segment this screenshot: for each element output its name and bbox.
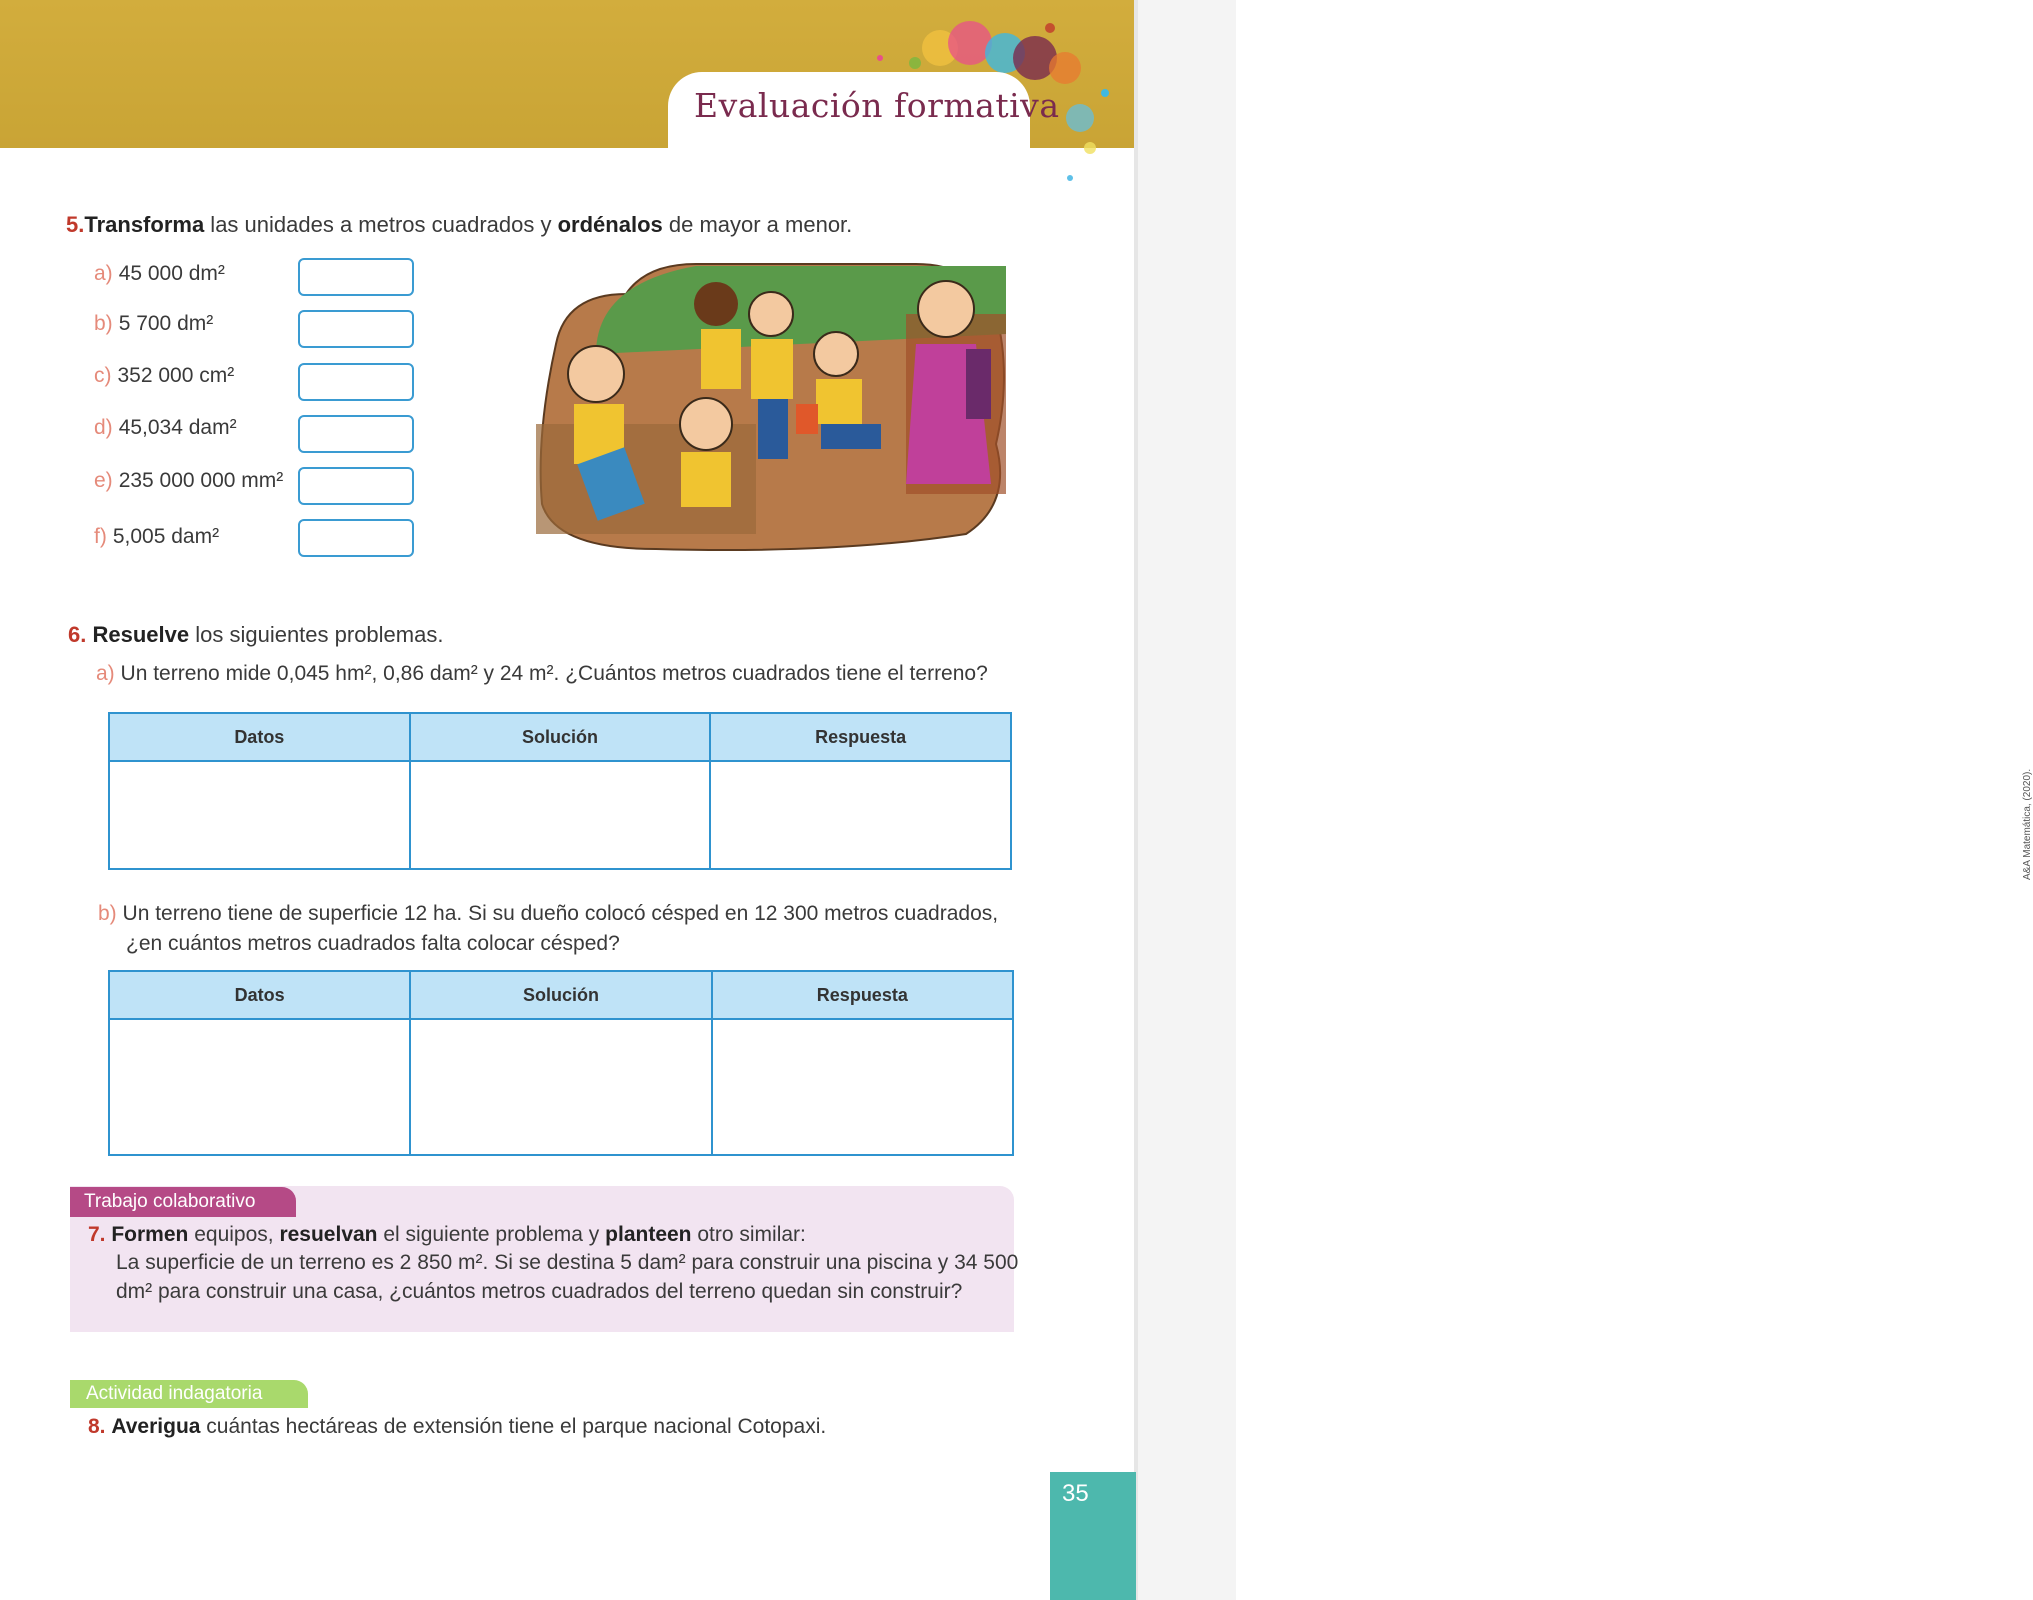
- instruction-text: de mayor a menor.: [662, 212, 853, 237]
- answer-table-a: [108, 712, 1012, 870]
- answer-box[interactable]: [298, 415, 414, 453]
- problem-b: [98, 902, 998, 926]
- problem-letter: a): [96, 662, 115, 685]
- answer-cell-respuesta[interactable]: [712, 1019, 1013, 1155]
- answer-cell-solucion[interactable]: [410, 761, 711, 869]
- instruction-text: las unidades a metros cuadrados y: [204, 212, 558, 237]
- page-title: Evaluación formativa: [694, 86, 1060, 125]
- option-letter: b): [94, 312, 113, 335]
- option-item: [94, 364, 234, 388]
- option-letter: f): [94, 525, 107, 548]
- collaborative-work-tag: Trabajo colaborativo: [70, 1187, 296, 1217]
- option-value: 352 000 cm²: [117, 364, 235, 387]
- answer-box[interactable]: [298, 467, 414, 505]
- answer-cell-respuesta[interactable]: [710, 761, 1011, 869]
- option-letter: c): [94, 364, 112, 387]
- option-item: [94, 525, 219, 549]
- instruction-verb: Averigua: [111, 1415, 201, 1438]
- instruction-text: otro similar:: [691, 1223, 806, 1246]
- image-credit: [1022, 500, 2033, 880]
- credit-text: A&A Matemática, (2020).: [2022, 768, 2033, 880]
- table-header-datos: Datos: [109, 971, 410, 1019]
- instruction-verb: Transforma: [84, 212, 205, 237]
- question-number: 7.: [88, 1223, 106, 1246]
- instruction-verb: Formen: [111, 1223, 189, 1246]
- option-item: [94, 469, 283, 493]
- question-5: [66, 212, 852, 238]
- option-value: 5 700 dm²: [118, 312, 214, 335]
- instruction-verb: Resuelve: [92, 622, 190, 647]
- option-value: 45,034 dam²: [118, 416, 237, 439]
- question-7-line2: La superficie de un terreno es 2 850 m². Si se destina 5 dam² para construir una piscina y 34 500: [116, 1251, 1019, 1274]
- problem-b-line2: ¿en cuántos metros cuadrados falta colocar césped?: [126, 932, 620, 955]
- problem-letter: b): [98, 902, 117, 925]
- instruction-verb: planteen: [605, 1223, 692, 1246]
- option-value: 235 000 000 mm²: [118, 469, 284, 492]
- instruction-text: los siguientes problemas.: [189, 622, 444, 647]
- instruction-text: equipos,: [188, 1223, 280, 1246]
- problem-text: Un terreno mide 0,045 hm², 0,86 dam² y 24 m². ¿Cuántos metros cuadrados tiene el terreno?: [114, 662, 988, 685]
- option-item: [94, 312, 213, 336]
- question-6: [68, 622, 443, 648]
- answer-table-b: [108, 970, 1014, 1156]
- answer-cell-datos[interactable]: [109, 761, 410, 869]
- instruction-verb: resuelvan: [279, 1223, 378, 1246]
- page-margin: [1138, 0, 1236, 1600]
- question-7: [88, 1220, 806, 1250]
- question-number: 8.: [88, 1415, 106, 1438]
- problem-text: Un terreno tiene de superficie 12 ha. Si su dueño colocó césped en 12 300 metros cuadrados,: [116, 902, 999, 925]
- answer-box[interactable]: [298, 363, 414, 401]
- inquiry-activity-tag: Actividad indagatoria: [70, 1380, 308, 1408]
- option-letter: d): [94, 416, 113, 439]
- problem-a: [96, 662, 988, 686]
- table-header-respuesta: Respuesta: [710, 713, 1011, 761]
- option-letter: e): [94, 469, 113, 492]
- table-header-solucion: Solución: [410, 971, 711, 1019]
- table-header-respuesta: Respuesta: [712, 971, 1013, 1019]
- question-8: [88, 1412, 826, 1442]
- answer-box[interactable]: [298, 258, 414, 296]
- instruction-text: cuántas hectáreas de extensión tiene el parque nacional Cotopaxi.: [200, 1415, 827, 1438]
- table-header-solucion: Solución: [410, 713, 711, 761]
- classroom-illustration: [536, 254, 1012, 554]
- table-header-datos: Datos: [109, 713, 410, 761]
- option-item: [94, 262, 225, 286]
- answer-box[interactable]: [298, 310, 414, 348]
- option-item: [94, 416, 237, 440]
- answer-box[interactable]: [298, 519, 414, 557]
- option-letter: a): [94, 262, 113, 285]
- instruction-text: el siguiente problema y: [377, 1223, 606, 1246]
- question-number: 5.: [66, 212, 85, 237]
- answer-cell-datos[interactable]: [109, 1019, 410, 1155]
- page-number: 35: [1062, 1480, 1089, 1507]
- answer-cell-solucion[interactable]: [410, 1019, 711, 1155]
- question-number: 6.: [68, 622, 87, 647]
- option-value: 5,005 dam²: [112, 525, 220, 548]
- instruction-verb: ordénalos: [557, 212, 663, 237]
- option-value: 45 000 dm²: [118, 262, 225, 285]
- question-7-line3: dm² para construir una casa, ¿cuántos metros cuadrados del terreno quedan sin construir?: [116, 1280, 963, 1303]
